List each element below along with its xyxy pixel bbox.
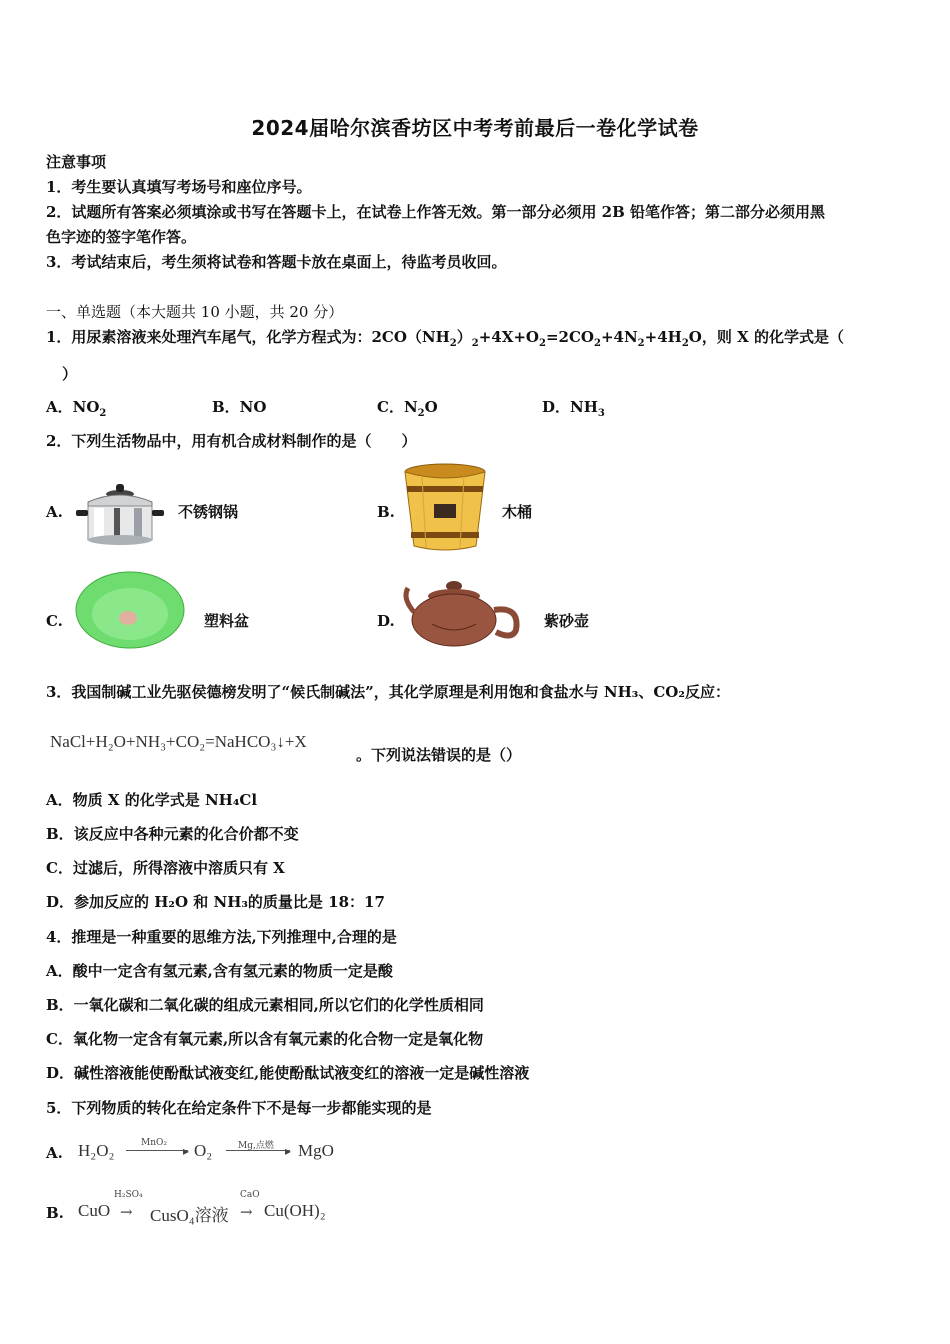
q5-option-a-letter[interactable]: A. bbox=[46, 1144, 63, 1162]
q2-option-d-text: 紫砂壶 bbox=[544, 612, 590, 630]
q5-option-b-letter[interactable]: B. bbox=[46, 1204, 64, 1222]
q1-option-a[interactable]: A．$NO_2$ bbox=[46, 398, 107, 419]
q3-option-c[interactable]: C．过滤后，所得溶液中溶质只有 X bbox=[46, 859, 285, 877]
notice-item: 3．考试结束后，考生须将试卷和答题卡放在桌面上，待监考员收回。 bbox=[46, 253, 507, 271]
q5-b-condition-1: H₂SO₄ bbox=[114, 1190, 143, 1200]
notice-item: 1．考生要认真填写考场号和座位序号。 bbox=[46, 178, 312, 196]
q2-option-d-letter[interactable]: D. bbox=[377, 612, 395, 630]
q2-option-b-text: 木桶 bbox=[502, 503, 533, 521]
question-4-stem: 4．推理是一种重要的思维方法,下列推理中,合理的是 bbox=[46, 928, 397, 946]
q1-option-c[interactable]: C．$N_2O$ bbox=[377, 398, 438, 419]
arrow-head-icon: ▸ bbox=[285, 1144, 292, 1158]
q1-option-d[interactable]: D．$NH_3$ bbox=[542, 398, 605, 419]
q1-option-b[interactable]: B．NO bbox=[212, 398, 267, 416]
notice-item: 2．试题所有答案必须填涂或书写在答题卡上，在试卷上作答无效。第一部分必须用 2B 铅笔作答；第二部分必须用黑 bbox=[46, 203, 826, 221]
q3-option-a[interactable]: A．物质 X 的化学式是 NH₄Cl bbox=[46, 791, 258, 809]
arrow-head-icon: ▸ bbox=[183, 1144, 190, 1158]
q2-option-b-letter[interactable]: B. bbox=[377, 503, 395, 521]
arrow-right-icon: → bbox=[240, 1203, 253, 1221]
arrow-right-icon: → bbox=[120, 1203, 133, 1221]
q5-b-reactant: CuO bbox=[78, 1201, 111, 1220]
question-3-stem: 3．我国制碱工业先驱侯德榜发明了“候氏制碱法”，其化学原理是利用饱和食盐水与 NH₃、CO₂反应： bbox=[46, 683, 730, 701]
q5-a-intermediate: O₂ bbox=[194, 1141, 213, 1160]
q3-question-tail: 。下列说法错误的是（） bbox=[356, 746, 522, 764]
q5-a-arrow-1 bbox=[126, 1150, 188, 1151]
q5-b-product: Cu(OH)₂ bbox=[264, 1201, 326, 1220]
question-1-stem: 1．用尿素溶液来处理汽车尾气，化学方程式为：$2CO(NH_2)_2+4X+O_2=2CO_2+4N_2+4H_2O$，则 X 的化学式是（ bbox=[46, 328, 844, 349]
wooden-bucket-icon bbox=[402, 462, 488, 554]
q5-a-product: MgO bbox=[298, 1141, 334, 1160]
question-2-stem: 2．下列生活物品中，用有机合成材料制作的是（ ） bbox=[46, 432, 417, 450]
question-5-stem: 5．下列物质的转化在给定条件下不是每一步都能实现的是 bbox=[46, 1099, 432, 1117]
question-1-close: ） bbox=[62, 365, 78, 383]
q4-option-a[interactable]: A．酸中一定含有氢元素,含有氢元素的物质一定是酸 bbox=[46, 962, 393, 980]
q4-option-c[interactable]: C．氧化物一定含有氧元素,所以含有氧元素的化合物一定是氧化物 bbox=[46, 1030, 484, 1048]
q5-b-condition-2: CaO bbox=[240, 1190, 260, 1200]
q2-option-a-letter[interactable]: A. bbox=[46, 503, 63, 521]
q3-option-d[interactable]: D．参加反应的 H₂O 和 NH₃的质量比是 18：17 bbox=[46, 893, 385, 911]
q4-option-d[interactable]: D．碱性溶液能使酚酞试液变红,能使酚酞试液变红的溶液一定是碱性溶液 bbox=[46, 1064, 530, 1082]
section-heading: 一、单选题（本大题共 10 小题，共 20 分） bbox=[46, 303, 344, 321]
clay-teapot-icon bbox=[402, 576, 524, 650]
q5-b-intermediate: CusO₄溶液 bbox=[150, 1206, 229, 1225]
stainless-pot-icon bbox=[74, 480, 166, 550]
q4-option-b[interactable]: B．一氧化碳和二氧化碳的组成元素相同,所以它们的化学性质相同 bbox=[46, 996, 484, 1014]
notice-item: 色字迹的签字笔作答。 bbox=[46, 228, 197, 246]
q3-equation: NaCl+H₂O+NH₃+CO₂=NaHCO₃↓+X bbox=[50, 732, 307, 751]
q2-option-c-text: 塑料盆 bbox=[204, 612, 250, 630]
q5-a-condition-1: MnO₂ bbox=[141, 1138, 167, 1148]
q2-option-a-text: 不锈钢锅 bbox=[178, 503, 239, 521]
page-title: 2024届哈尔滨香坊区中考考前最后一卷化学试卷 bbox=[251, 116, 699, 140]
q5-a-reactant: H₂O₂ bbox=[78, 1141, 115, 1160]
notice-heading: 注意事项 bbox=[46, 153, 107, 171]
q3-option-b[interactable]: B．该反应中各种元素的化合价都不变 bbox=[46, 825, 299, 843]
q5-a-condition-2: Mg,点燃 bbox=[238, 1141, 274, 1151]
plastic-basin-icon bbox=[74, 570, 186, 656]
q2-option-c-letter[interactable]: C. bbox=[46, 612, 63, 630]
